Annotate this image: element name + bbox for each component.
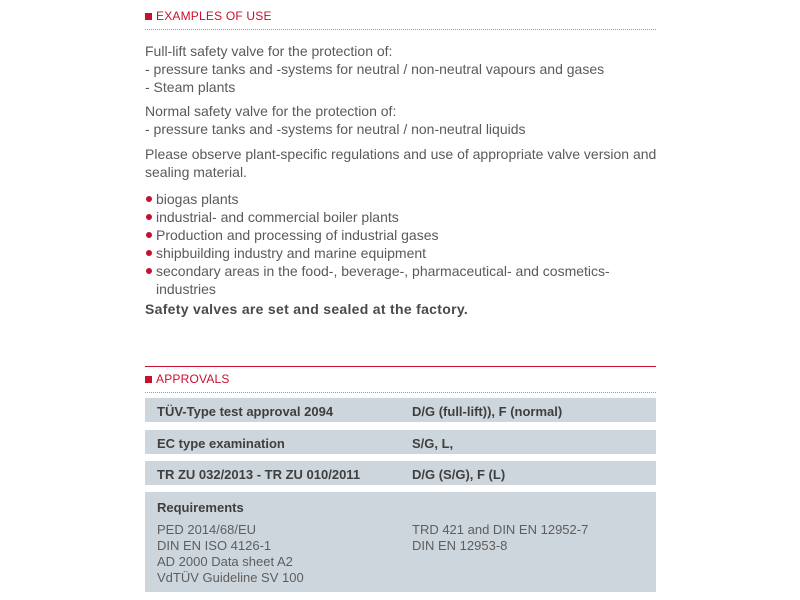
approval-name: EC type examination: [157, 436, 285, 451]
approval-value: D/G (S/G), F (L): [412, 467, 506, 482]
approval-name: TÜV-Type test approval 2094: [157, 404, 334, 419]
list-item: biogas plants: [145, 190, 665, 208]
approvals-top-rule: [145, 366, 656, 367]
list-item: secondary areas in the food-, beverage-, pharmaceutical- and cosmetics-industries: [145, 262, 665, 298]
examples-divider: [145, 29, 656, 30]
list-item: Production and processing of industrial gases: [145, 226, 665, 244]
observe-text: Please observe plant-specific regulations and use of appropriate valve version and sealing material.: [145, 146, 657, 180]
requirements-left-column: [157, 522, 304, 586]
normal-heading: Normal safety valve for the protection of:: [145, 103, 397, 119]
requirements-box: [145, 492, 656, 592]
approval-value: D/G (full-lift)), F (normal): [412, 404, 563, 419]
examples-title-text: EXAMPLES OF USE: [156, 9, 272, 23]
requirements-right-column: [412, 522, 588, 554]
bullet-dot-icon: [146, 268, 152, 274]
applications-list: [145, 190, 665, 298]
requirement-item: DIN EN 12953-8: [412, 538, 508, 553]
approval-value: S/G, L,: [412, 436, 454, 451]
requirement-item: TRD 421 and DIN EN 12952-7: [412, 522, 589, 537]
approvals-divider: [145, 392, 656, 393]
table-row: [145, 461, 656, 485]
table-row: [145, 398, 656, 422]
fulllift-item: - pressure tanks and -systems for neutral / non-neutral vapours and gases: [145, 61, 605, 77]
requirements-title: Requirements: [157, 500, 244, 515]
approval-name: TR ZU 032/2013 - TR ZU 010/2011: [157, 467, 361, 482]
bullet-dot-icon: [146, 214, 152, 220]
factory-note: Safety valves are set and sealed at the factory.: [145, 301, 469, 317]
red-square-icon: [145, 376, 152, 383]
observe-paragraph: [145, 145, 665, 181]
requirement-item: AD 2000 Data sheet A2: [157, 554, 293, 569]
approvals-section-title: [145, 372, 230, 386]
requirement-item: DIN EN ISO 4126-1: [157, 538, 272, 553]
requirement-item: VdTÜV Guideline SV 100: [157, 570, 304, 585]
normal-item: - pressure tanks and -systems for neutral / non-neutral liquids: [145, 121, 526, 137]
red-square-icon: [145, 13, 152, 20]
requirement-item: PED 2014/68/EU: [157, 522, 257, 537]
examples-section-title: [145, 9, 272, 23]
normal-block: [145, 102, 665, 138]
list-item: shipbuilding industry and marine equipment: [145, 244, 665, 262]
bullet-dot-icon: [146, 232, 152, 238]
table-row: [145, 430, 656, 454]
fulllift-heading: Full-lift safety valve for the protection of:: [145, 43, 393, 59]
approvals-title-text: APPROVALS: [156, 372, 230, 386]
bullet-dot-icon: [146, 250, 152, 256]
fulllift-block: [145, 42, 665, 96]
list-item: industrial- and commercial boiler plants: [145, 208, 665, 226]
bullet-dot-icon: [146, 196, 152, 202]
fulllift-item: - Steam plants: [145, 79, 236, 95]
